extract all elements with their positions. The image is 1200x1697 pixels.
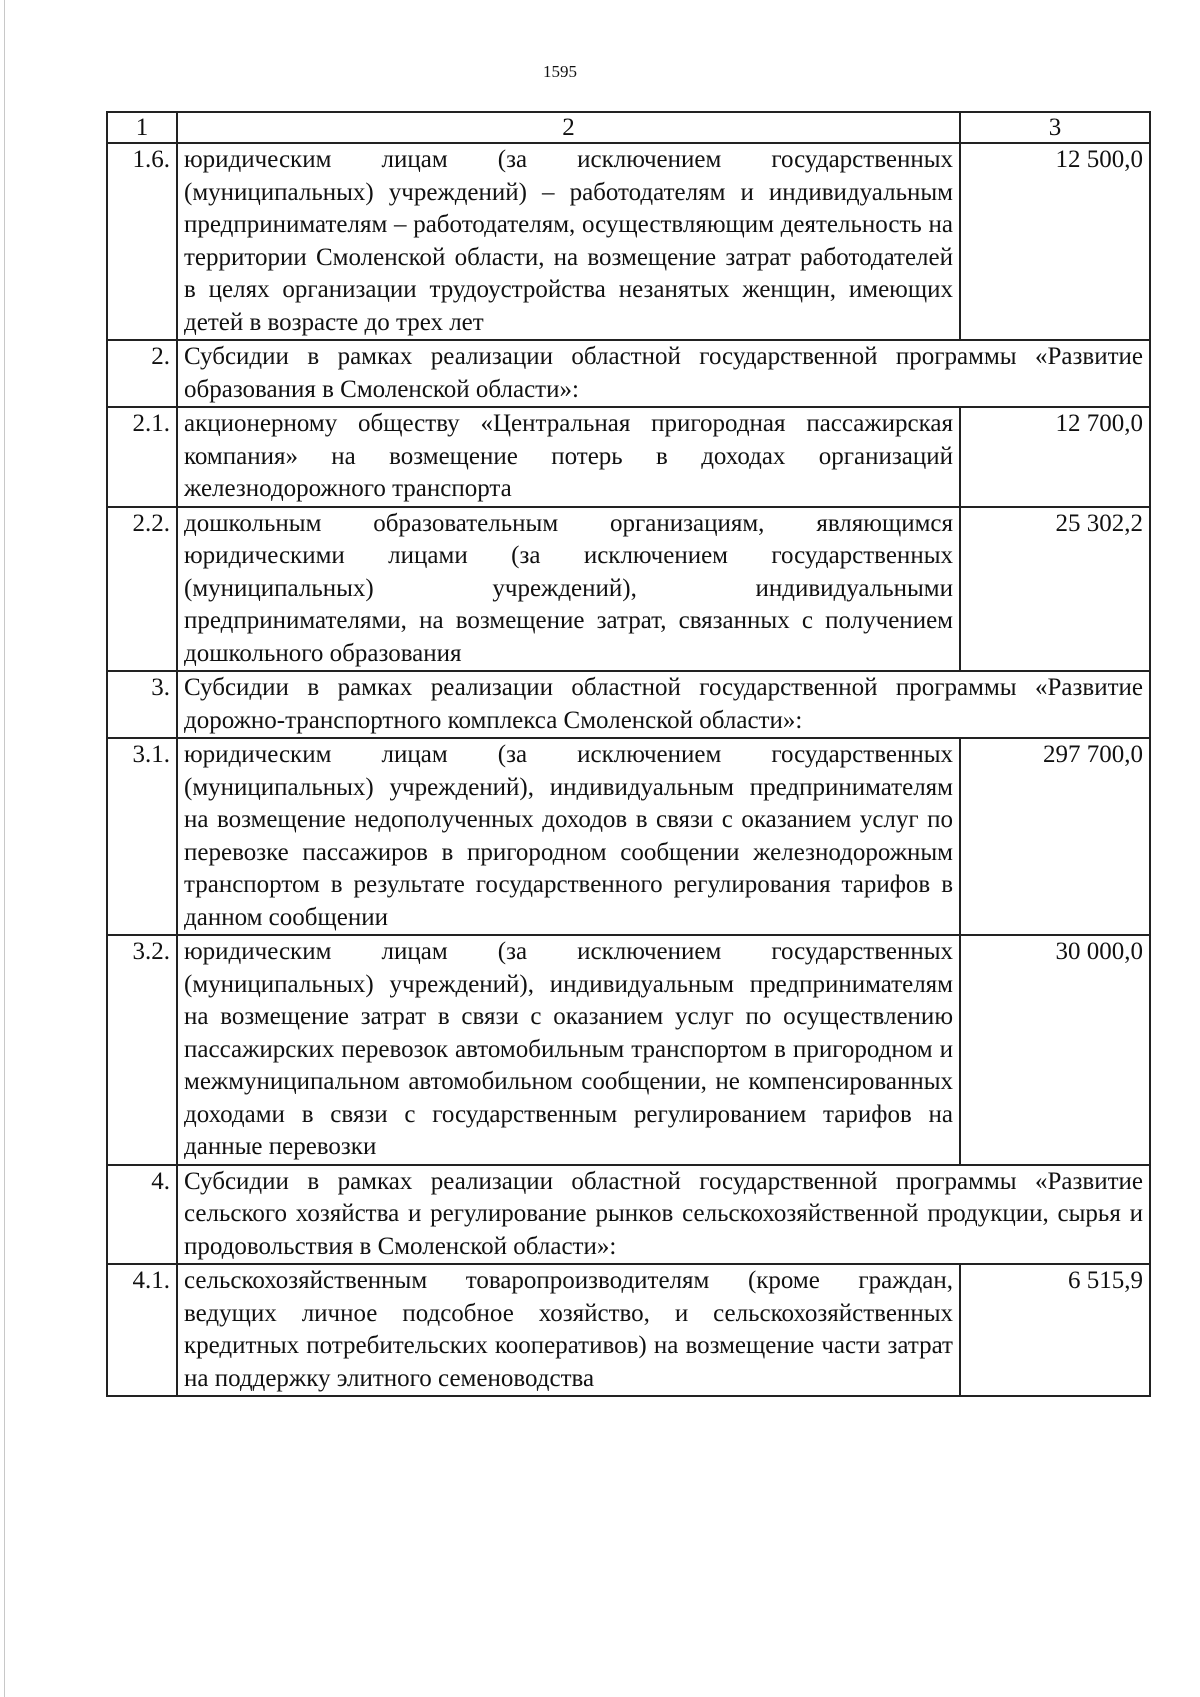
table-row: [107, 935, 1150, 1165]
subsidies-table: [106, 111, 1151, 1397]
row-amount: 30 000,0: [960, 935, 1150, 1165]
row-number: 4.: [107, 1165, 177, 1265]
row-amount: 6 515,9: [960, 1264, 1150, 1396]
row-text: акционерному обществу «Центральная пригородная пассажирская компания» на возмещение потерь в доходах организаций железнодорожного транспорта: [177, 407, 960, 507]
page-number: 1595: [543, 62, 577, 81]
table-section-row: [107, 671, 1150, 738]
row-number: 2.: [107, 340, 177, 407]
table-row: [107, 143, 1150, 340]
table-row: [107, 738, 1150, 935]
row-amount: 12 500,0: [960, 143, 1150, 340]
row-amount: 297 700,0: [960, 738, 1150, 935]
row-text: сельскохозяйственным товаропроизводителям (кроме граждан, ведущих личное подсобное хозяйство, и сельскохозяйственных кредитных потребительских кооперативов) на возмещение части затрат на поддержку элитного семеноводства: [177, 1264, 960, 1396]
table-row: [107, 407, 1150, 507]
row-number: 2.1.: [107, 407, 177, 507]
row-number: 2.2.: [107, 507, 177, 672]
row-amount: 25 302,2: [960, 507, 1150, 672]
table-header-row: [107, 112, 1150, 143]
scan-edge-line: [4, 0, 5, 1697]
header-col-2: 2: [177, 112, 960, 143]
row-number: 3.1.: [107, 738, 177, 935]
row-text: юридическим лицам (за исключением государственных (муниципальных) учреждений), индивидуальным предпринимателям на возмещение недополученных доходов в связи с оказанием услуг по перевозке пассажиров в пригородном сообщении железнодорожным транспортом в результате государственного регулирования тарифов в данном сообщении: [177, 738, 960, 935]
section-text: Субсидии в рамках реализации областной государственной программы «Развитие дорожно-транспортного комплекса Смоленской области»:: [177, 671, 1150, 738]
header-col-3: 3: [960, 112, 1150, 143]
row-number: 3.2.: [107, 935, 177, 1165]
row-number: 4.1.: [107, 1264, 177, 1396]
table-row: [107, 1264, 1150, 1396]
section-text: Субсидии в рамках реализации областной государственной программы «Развитие образования в Смоленской области»:: [177, 340, 1150, 407]
header-col-1: 1: [107, 112, 177, 143]
table-section-row: [107, 1165, 1150, 1265]
row-number: 3.: [107, 671, 177, 738]
row-text: дошкольным образовательным организациям, являющимся юридическими лицами (за исключением государственных (муниципальных) учреждений), индивидуальными предпринимателями, на возмещение затрат, связанных с получением дошкольного образования: [177, 507, 960, 672]
row-text: юридическим лицам (за исключением государственных (муниципальных) учреждений), индивидуальным предпринимателям на возмещение затрат в связи с оказанием услуг по осуществлению пассажирских перевозок автомобильным транспортом в пригородном и межмуниципальном автомобильном сообщении, не компенсированных доходами в связи с государственным регулированием тарифов на данные перевозки: [177, 935, 960, 1165]
table-section-row: [107, 340, 1150, 407]
row-amount: 12 700,0: [960, 407, 1150, 507]
section-text: Субсидии в рамках реализации областной государственной программы «Развитие сельского хозяйства и регулирование рынков сельскохозяйственной продукции, сырья и продовольствия в Смоленской области»:: [177, 1165, 1150, 1265]
row-number: 1.6.: [107, 143, 177, 340]
row-text: юридическим лицам (за исключением государственных (муниципальных) учреждений) – работодателям и индивидуальным предпринимателям – работодателям, осуществляющим деятельность на территории Смоленской области, на возмещение затрат работодателей в целях организации трудоустройства незанятых женщин, имеющих детей в возрасте до трех лет: [177, 143, 960, 340]
table-row: [107, 507, 1150, 672]
